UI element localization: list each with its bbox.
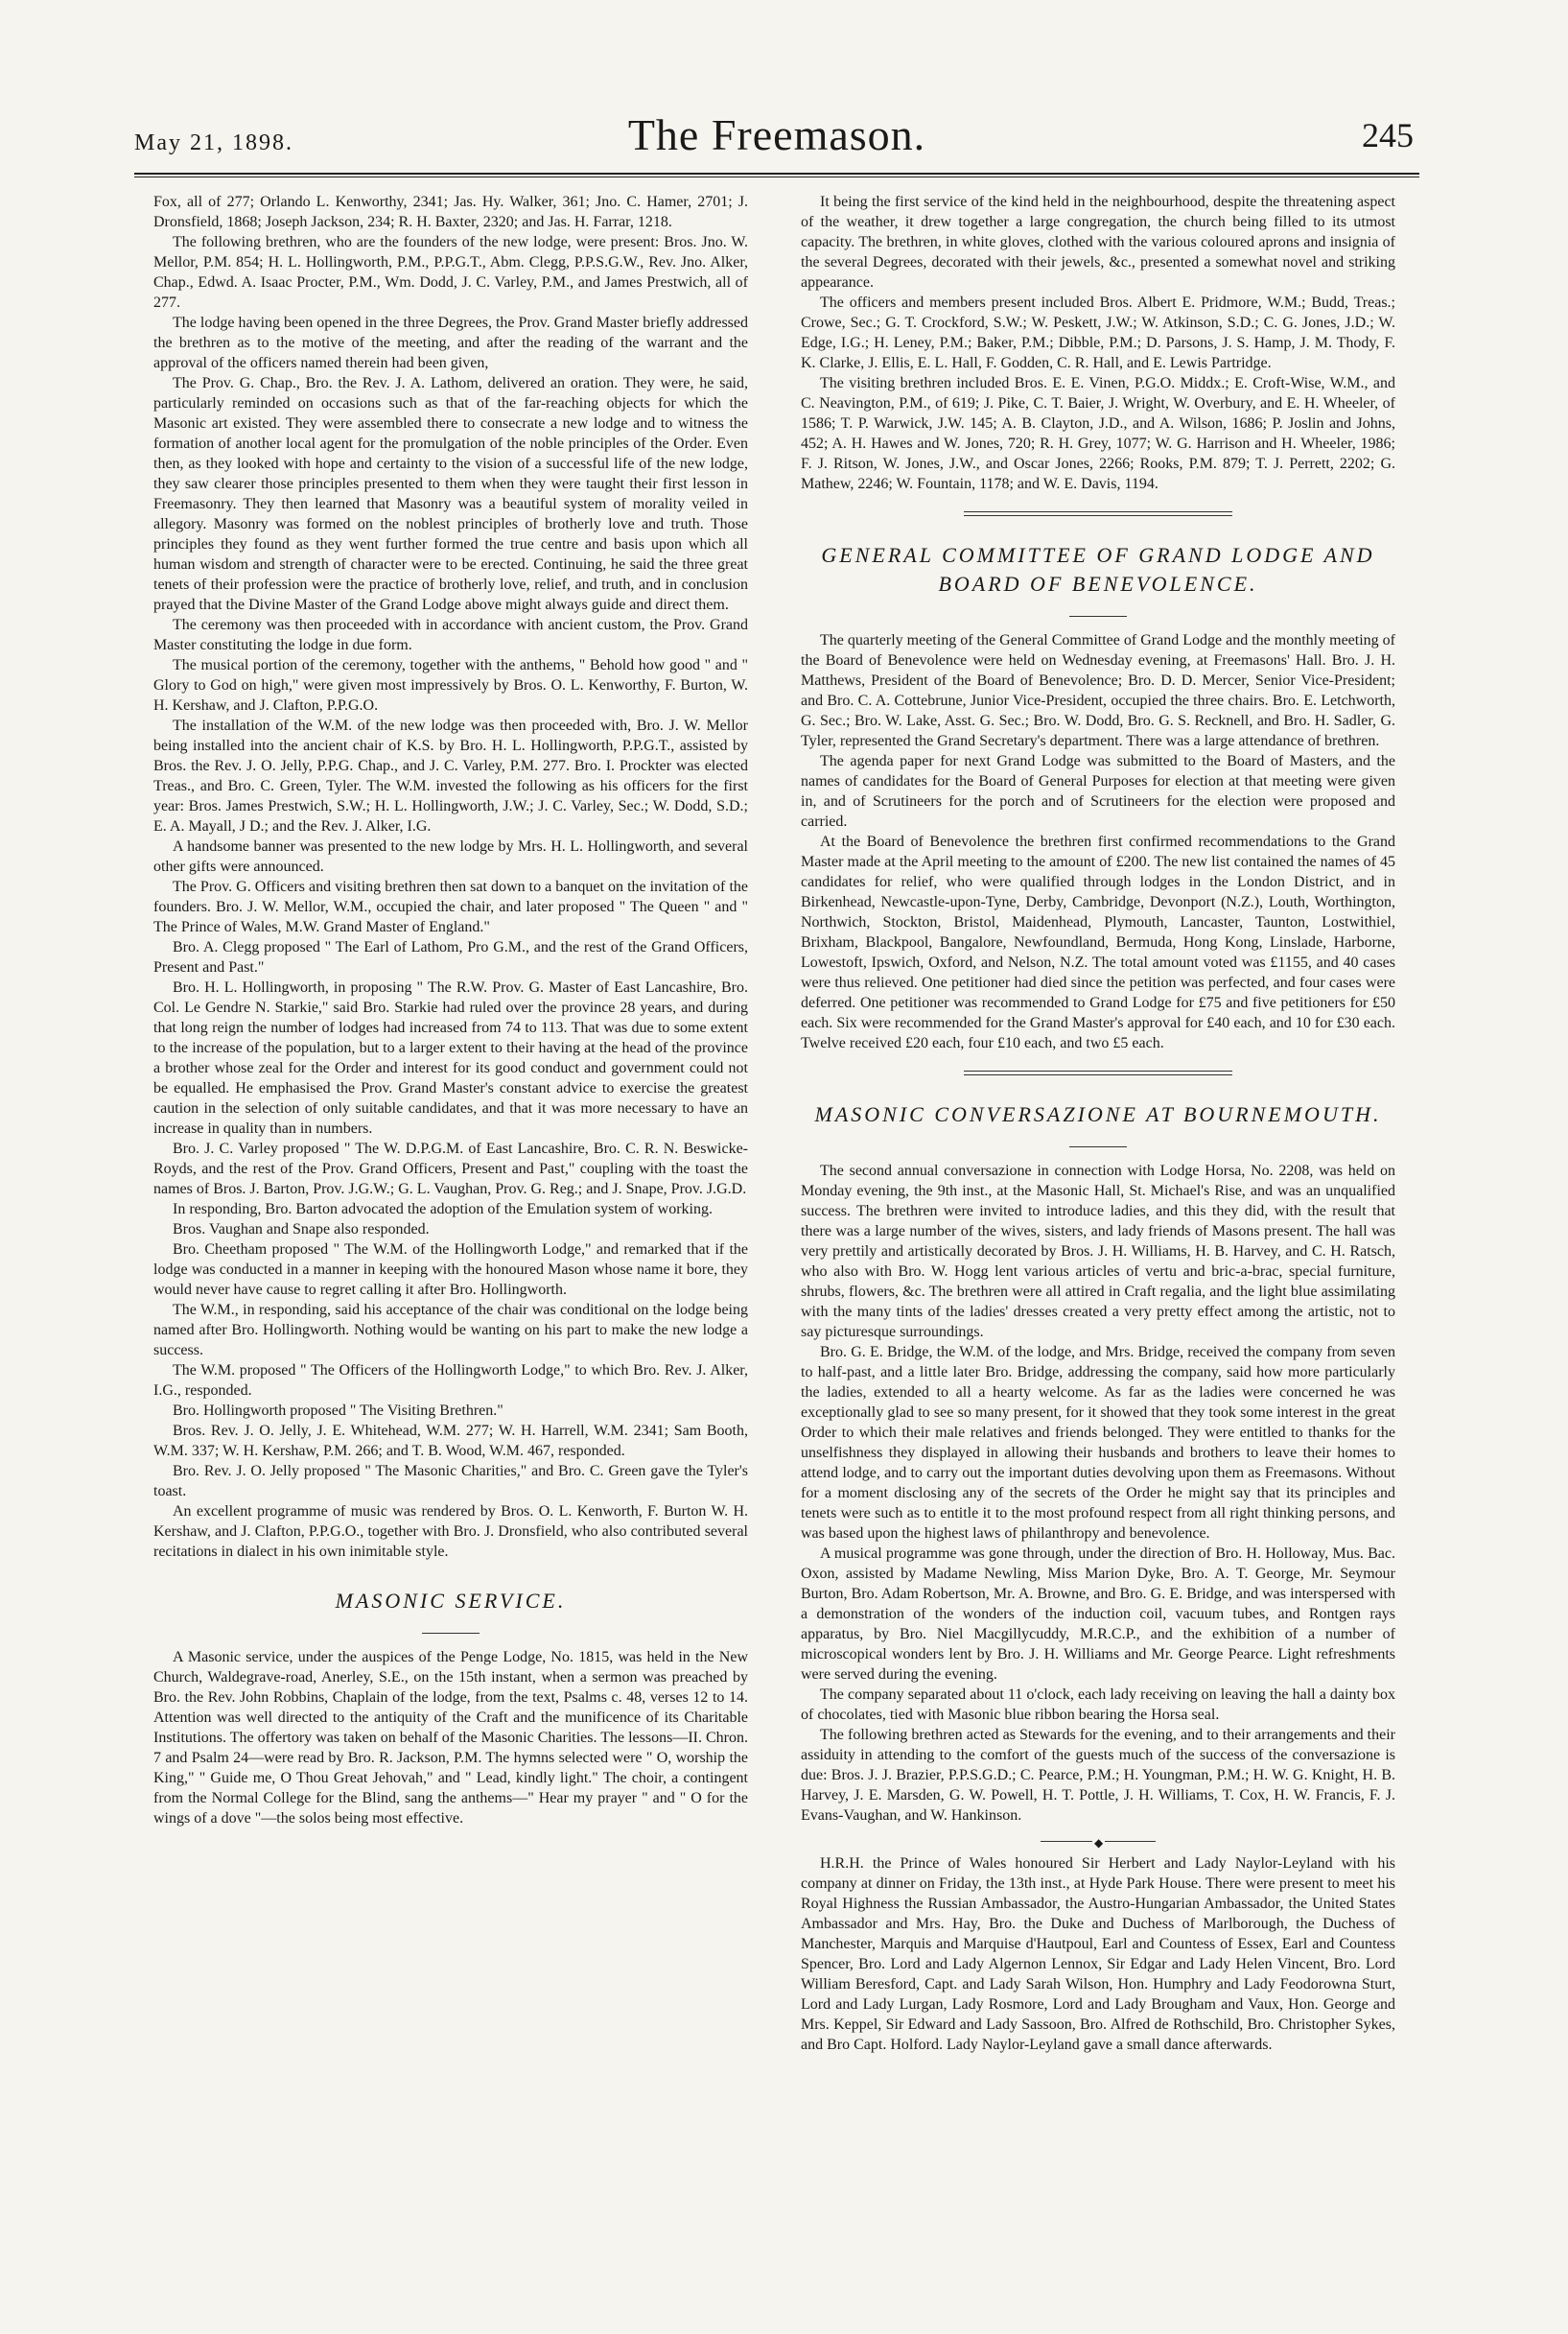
paragraph: The following brethren acted as Stewards for the evening, and to their arrangements and their assiduity in attending to the comfort of the guests much of the success of the conversazione is due: Bros. J. J. Brazier, P.P.S.G.D.; C. Pearce, P.M.; H. Youngman, P.M.; H. W. G. Knight, H. B. Harvey, J. E. Marsden, G. W. Powell, H. T. Pottle, J. H. Williams, T. Cox, H. W. Francis, F. J. Evans-Vaughan, and W. Hankinson. xyxy=(801,1727,1395,1824)
paragraph: The company separated about 11 o'clock, each lady receiving on leaving the hall a dainty box of chocolates, tied with Masonic blue ribbon bearing the Horsa seal. xyxy=(801,1686,1395,1723)
paragraph: The officers and members present included Bros. Albert E. Pridmore, W.M.; Budd, Treas.; Crowe, Sec.; G. T. Crockford, S.W.; W. Peskett, J.W.; W. Atkinson, S.D.; C. G. Jones, J.D.; W. Edge, I.G.; H. Leney, P.M.; Baker, P.M.; Dibble, P.M.; D. Parsons, J. S. Hamp, J. M. Thody, F. K. Clarke, J. Ellis, E. L. Hall, F. Godden, C. R. Hall, and E. Lewis Partridge. xyxy=(801,295,1395,371)
page-number: 245 xyxy=(1362,116,1414,154)
paragraph: The W.M., in responding, said his acceptance of the chair was conditional on the lodge being named after Bro. Hollingworth. Nothing would be wanting on his part to make the new lodge a success. xyxy=(153,1302,748,1358)
paragraph: The Prov. G. Officers and visiting brethren then sat down to a banquet on the invitation of the founders. Bro. J. W. Mellor, W.M., occupied the chair, and later proposed " The Queen " and " The Prince of Wales, M.W. Grand Master of England." xyxy=(153,879,748,935)
right-column xyxy=(801,192,1395,2302)
paragraph: The agenda paper for next Grand Lodge was submitted to the Board of Masters, and the names of candidates for the Board of General Purposes for election at that meeting were given in, and of Scrutineers for the porch and of Scrutineers for the election were proposed and carried. xyxy=(801,753,1395,830)
paragraph: The following brethren, who are the founders of the new lodge, were present: Bros. Jno. W. Mellor, P.M. 854; H. L. Hollingworth, P.M., P.P.G.T., Abm. Clegg, P.P.S.G.W., Rev. Jno. Alker, Chap., Edwd. A. Isaac Procter, P.M., Wm. Dodd, J. C. Varley, P.M., and James Prestwich, all of 277. xyxy=(153,234,748,311)
ornament-divider xyxy=(1041,1836,1156,1850)
paragraph: Fox, all of 277; Orlando L. Kenworthy, 2341; Jas. Hy. Walker, 361; Jno. C. Hamer, 2701; J. Dronsfield, 1868; Joseph Jackson, 234; R. H. Baxter, 2320; and Jas. H. Farrar, 1218. xyxy=(153,194,748,230)
paragraph: Bros. Vaughan and Snape also responded. xyxy=(173,1221,430,1238)
paragraph: Bro. A. Clegg proposed " The Earl of Lathom, Pro G.M., and the rest of the Grand Officers, Present and Past." xyxy=(153,939,748,976)
paragraph: Bro. H. L. Hollingworth, in proposing " The R.W. Prov. G. Master of East Lancashire, Bro. Col. Le Gendre N. Starkie," said Bro. Starkie had ruled over the province 28 years, and during that long reign the number of lodges had increased from 74 to 113. That was due to some extent to the increase of the population, but to a larger extent to their having at the head of the province a brother whose zeal for the Order and interest for its good conduct and government could not be equalled. He emphasised the Prov. Grand Master's constant advice to exercise the greatest caution in the selection of only suitable candidates, and that it was more necessary to have an increase in quality than in numbers. xyxy=(153,979,748,1137)
section-divider xyxy=(1069,1146,1127,1147)
paragraph: The visiting brethren included Bros. E. E. Vinen, P.G.O. Middx.; E. Croft-Wise, W.M., and C. Neavington, P.M., of 619; J. Pike, C. T. Baier, J. Wright, W. Overbury, and E. H. Wheeler, of 1586; T. P. Warwick, J.W. 145; A. B. Clayton, J.D., and A. Wilson, 1686; P. Joslin and Johns, 452; A. H. Hawes and W. Jones, 720; R. H. Grey, 1077; W. G. Harrison and H. Wheeler, 1986; F. J. Ritson, W. Jones, J.W., and Oscar Jones, 2266; Rooks, P.M. 879; T. J. Perrett, 2202; G. Mathew, 2246; W. Fountain, 1178; and W. E. Davis, 1194. xyxy=(801,375,1395,492)
paragraph: In responding, Bro. Barton advocated the adoption of the Emulation system of working. xyxy=(173,1201,713,1217)
masonic-service-heading: MASONIC SERVICE. xyxy=(335,1589,567,1613)
paragraph: H.R.H. the Prince of Wales honoured Sir Herbert and Lady Naylor-Leyland with his company at dinner on Friday, the 13th inst., at Hyde Park House. There were present to meet his Royal Highness the Russian Ambassador, the Austro-Hungarian Ambassador, the United States Ambassador and Mrs. Hay, Bro. the Duke and Duchess of Marlborough, the Duchess of Manchester, Marquis and Marquise d'Hautpoul, Earl and Countess of Essex, Earl and Countess Spencer, Bro. Lord and Lady Algernon Lennox, Sir Edgar and Lady Helen Vincent, Bro. Lord William Beresford, Capt. and Lady Sarah Wilson, Hon. Humphry and Lady Feodorowna Sturt, Lord and Lady Lurgan, Lady Rosmore, Lord and Lady Brougham and Vaux, Hon. George and Mrs. Keppel, Sir Edward and Lady Sassoon, Bro. Alfred de Rothschild, Bro. Christopher Sykes, and Bro Capt. Holford. Lady Naylor-Leyland gave a small dance afterwards. xyxy=(801,1855,1395,2053)
paragraph: Bro. Cheetham proposed " The W.M. of the Hollingworth Lodge," and remarked that if the lodge was conducted in a manner in keeping with the honoured Mason whose name it bore, they would never have cause to regret calling it after Bro. Hollingworth. xyxy=(153,1241,748,1298)
paragraph: Bros. Rev. J. O. Jelly, J. E. Whitehead, W.M. 277; W. H. Harrell, W.M. 2341; Sam Booth, W.M. 337; W. H. Kershaw, P.M. 266; and T. B. Wood, W.M. 467, responded. xyxy=(153,1423,748,1459)
issue-date: May 21, 1898. xyxy=(134,130,293,155)
paragraph: A handsome banner was presented to the new lodge by Mrs. H. L. Hollingworth, and several other gifts were announced. xyxy=(153,838,748,875)
section-double-rule xyxy=(964,511,1232,516)
paragraph: The Prov. G. Chap., Bro. the Rev. J. A. Lathom, delivered an oration. They were, he said, particularly reminded on occasions such as that of the far-reaching objects for which the Masonic art existed. They were assembled there to consecrate a new lodge and to witness the formation of another local agent for the promulgation of the noble principles of the Order. Even then, as they looked with hope and certainty to the vision of a successful life of the new lodge, they saw clearer those principles presented to them when they were taught their first lesson in Freemasonry. They then learned that Masonry was a beautiful system of morality veiled in allegory. Masonry was formed on the noblest principles of brotherly love and truth. Those principles they found as they went further formed the true centre and basis upon which all human wisdom and strength of character were to be erected. Continuing, he said the three great tenets of their profession were the practice of brotherly love, relief, and truth, and in conclusion prayed that the Divine Master of the Grand Lodge above might always guide and direct them. xyxy=(153,375,748,613)
paragraph: The quarterly meeting of the General Committee of Grand Lodge and the monthly meeting of the Board of Benevolence were held on Wednesday evening, at Freemasons' Hall. Bro. J. H. Matthews, President of the Board of Benevolence; Bro. D. D. Mercer, Senior Vice-President; and Bro. C. A. Cottebrune, Junior Vice-President, occupied the three chairs. Bro. E. Letchworth, G. Sec.; Bro. W. Lake, Asst. G. Sec.; Bro. W. Dodd, Bro. G. S. Recknell, and Bro. H. Sadler, G. Tyler, represented the Grand Secretary's department. There was a large attendance of brethren. xyxy=(801,632,1395,749)
paragraph: The installation of the W.M. of the new lodge was then proceeded with, Bro. J. W. Mellor being installed into the ancient chair of K.S. by Bro. H. L. Hollingworth, P.P.G.T., assisted by Bros. the Rev. J. O. Jelly, P.P.G. Chap., and J. C. Varley, P.M. 277. Bro. I. Prockter was elected Treas., and Bro. C. Green, Tyler. The W.M. invested the following as his officers for the first year: Bros. James Prestwich, S.W.; H. L. Hollingworth, J.W.; J. C. Varley, Sec.; W. Dodd, S.D.; E. A. Mayall, J D.; and the Rev. J. Alker, I.G. xyxy=(153,718,748,835)
paragraph: The ceremony was then proceeded with in accordance with ancient custom, the Prov. Grand Master constituting the lodge in due form. xyxy=(153,617,748,653)
paragraph: A Masonic service, under the auspices of the Penge Lodge, No. 1815, was held in the New Church, Waldegrave-road, Anerley, S.E., on the 15th instant, when a sermon was preached by Bro. the Rev. John Robbins, Chaplain of the lodge, from the text, Psalms c. 48, verses 12 to 14. Attention was well directed to the antiquity of the Craft and the munificence of its Charitable Institutions. The offertory was taken on behalf of the Masonic Charities. The lessons—II. Chron. 7 and Psalm 24—were read by Bro. R. Jackson, P.M. The hymns selected were " O, worship the King," " Guide me, O Thou Great Jehovah," and " Lead, kindly light." The choir, a contingent from the Normal College for the Blind, sang the anthems—" Hear my prayer " and " O for the wings of a dove "—the solos being most effective. xyxy=(153,1649,748,1827)
paragraph: Bro. G. E. Bridge, the W.M. of the lodge, and Mrs. Bridge, received the company from seven to half-past, and a little later Bro. Bridge, addressing the company, said how more particularly the ladies, extended to all a hearty welcome. As far as the ladies were concerned he was exceptionally glad to see so many present, for it showed that they took some interest in the great Order to which their male relatives and friends belonged. They were entitled to thanks for the unselfishness they displayed in allowing their husbands and brothers to leave their homes to attend lodge, and to carry out the important duties devolving upon them as Freemasons. Without for a moment disclosing any of the secrets of the Order he might say that its principles and tenets were such as to entitle it to the most profound respect from all right thinking persons, and was based upon the highest laws of philanthropy and benevolence. xyxy=(801,1344,1395,1542)
header-rule xyxy=(134,173,1419,175)
paragraph: Bro. Rev. J. O. Jelly proposed " The Masonic Charities," and Bro. C. Green gave the Tyler's toast. xyxy=(153,1463,748,1499)
paragraph: Bro. J. C. Varley proposed " The W. D.P.G.M. of East Lancashire, Bro. C. R. N. Beswicke-Royds, and the rest of the Prov. Grand Officers, Present and Past," coupling with the toast the names of Bros. J. Barton, Prov. J.G.W.; G. L. Vaughan, Prov. G. Reg.; and J. Snape, Prov. J.G.D. xyxy=(153,1141,748,1197)
paragraph: A musical programme was gone through, under the direction of Bro. H. Holloway, Mus. Bac. Oxon, assisted by Madame Newling, Miss Marion Dyke, Bro. A. T. George, Mr. Seymour Burton, Bro. Adam Robertson, Mr. A. Browne, and Bro. G. E. Bridge, and was interspersed with a demonstration of the wonders of the induction coil, vacuum tubes, and Rontgen rays apparatus, by Bro. Niel Macgillycuddy, M.R.C.P., and the exhibition of a number of microscopical wonders lent by Bro. J. H. Williams and Mr. George Pearce. Light refreshments were served during the evening. xyxy=(801,1545,1395,1683)
paragraph: The lodge having been opened in the three Degrees, the Prov. Grand Master briefly addressed the brethren as to the motive of the meeting, and after the reading of the warrant and the approval of the officers named therein had been given, xyxy=(153,315,748,371)
section-double-rule xyxy=(964,1071,1232,1075)
paragraph: It being the first service of the kind held in the neighbourhood, despite the threatening aspect of the weather, it drew together a large congregation, the church being filled to its utmost capacity. The brethren, in white gloves, clothed with the various coloured aprons and insignia of the several Degrees, decorated with their jewels, &c., presented a somewhat novel and striking appearance. xyxy=(801,194,1395,291)
diamond-ornament-icon: ◆ xyxy=(1092,1833,1105,1853)
paragraph: The W.M. proposed " The Officers of the Hollingworth Lodge," to which Bro. Rev. J. Alker, I.G., responded. xyxy=(153,1362,748,1399)
paragraph: The second annual conversazione in connection with Lodge Horsa, No. 2208, was held on Monday evening, the 9th inst., at the Masonic Hall, St. Michael's Rise, and was an unqualified success. The brethren were invited to introduce ladies, and this they did, with the result that there was a large number of the wives, sisters, and lady friends of Masons present. The hall was very prettily and artistically decorated by Bros. J. H. Williams, H. B. Harvey, and C. H. Ratsch, who also with Bro. W. Hogg lent various articles of vertu and bric-a-brac, special furniture, shrubs, flowers, &c. The brethren were all attired in Craft regalia, and the light blue assimilating with the many tints of the ladies' dresses created a very pretty effect among the artistic, not to say picturesque surroundings. xyxy=(801,1163,1395,1340)
section-divider xyxy=(1069,616,1127,617)
masthead xyxy=(134,107,1419,169)
publication-title: The Freemason. xyxy=(627,110,926,159)
left-column xyxy=(153,192,748,2302)
section-divider xyxy=(422,1633,480,1634)
paragraph: Bro. Hollingworth proposed " The Visiting Brethren." xyxy=(173,1403,503,1419)
paragraph: An excellent programme of music was rendered by Bros. O. L. Kenworth, F. Burton W. H. Kershaw, and J. Clafton, P.P.G.O., together with Bro. J. Dronsfield, who also contributed several recitations in dialect in his own inimitable style. xyxy=(153,1503,748,1560)
paragraph: The musical portion of the ceremony, together with the anthems, " Behold how good " and " Glory to God on high," were given most impressively by Bros. O. L. Kenworthy, F. Burton, W. H. Kershaw, and J. Clafton, P.P.G.O. xyxy=(153,657,748,714)
paragraph: At the Board of Benevolence the brethren first confirmed recommendations to the Grand Master made at the April meeting to the amount of £200. The new list contained the names of 45 candidates for relief, who were qualified through lodges in the London District, and in Birkenhead, Newcastle-upon-Tyne, Derby, Cambridge, Devonport (N.Z.), Louth, Worthington, Northwich, Stockton, Bristol, Maidenhead, Plymouth, Lancaster, Taunton, Lostwithiel, Brixham, Blackpool, Bangalore, Newfoundland, Bermuda, Hong Kong, Linslade, Harborne, Lowestoft, Ipswich, Oxford, and Nelson, N.Z. The total amount voted was £1155, and 40 cases were thus relieved. One petitioner had died since the petition was perfected, and four cases were deferred. One petitioner was recommended to Grand Lodge for £75 and five petitioners for £50 each. Six were recommended for the Grand Master's approval for £40 each, and 10 for £30 each. Twelve received £20 each, four £10 each, and two £5 each. xyxy=(801,834,1395,1051)
conversazione-heading: MASONIC CONVERSAZIONE AT BOURNEMOUTH. xyxy=(814,1102,1382,1126)
general-committee-heading: GENERAL COMMITTEE OF GRAND LODGE AND BOARD OF BENEVOLENCE. xyxy=(821,543,1375,596)
